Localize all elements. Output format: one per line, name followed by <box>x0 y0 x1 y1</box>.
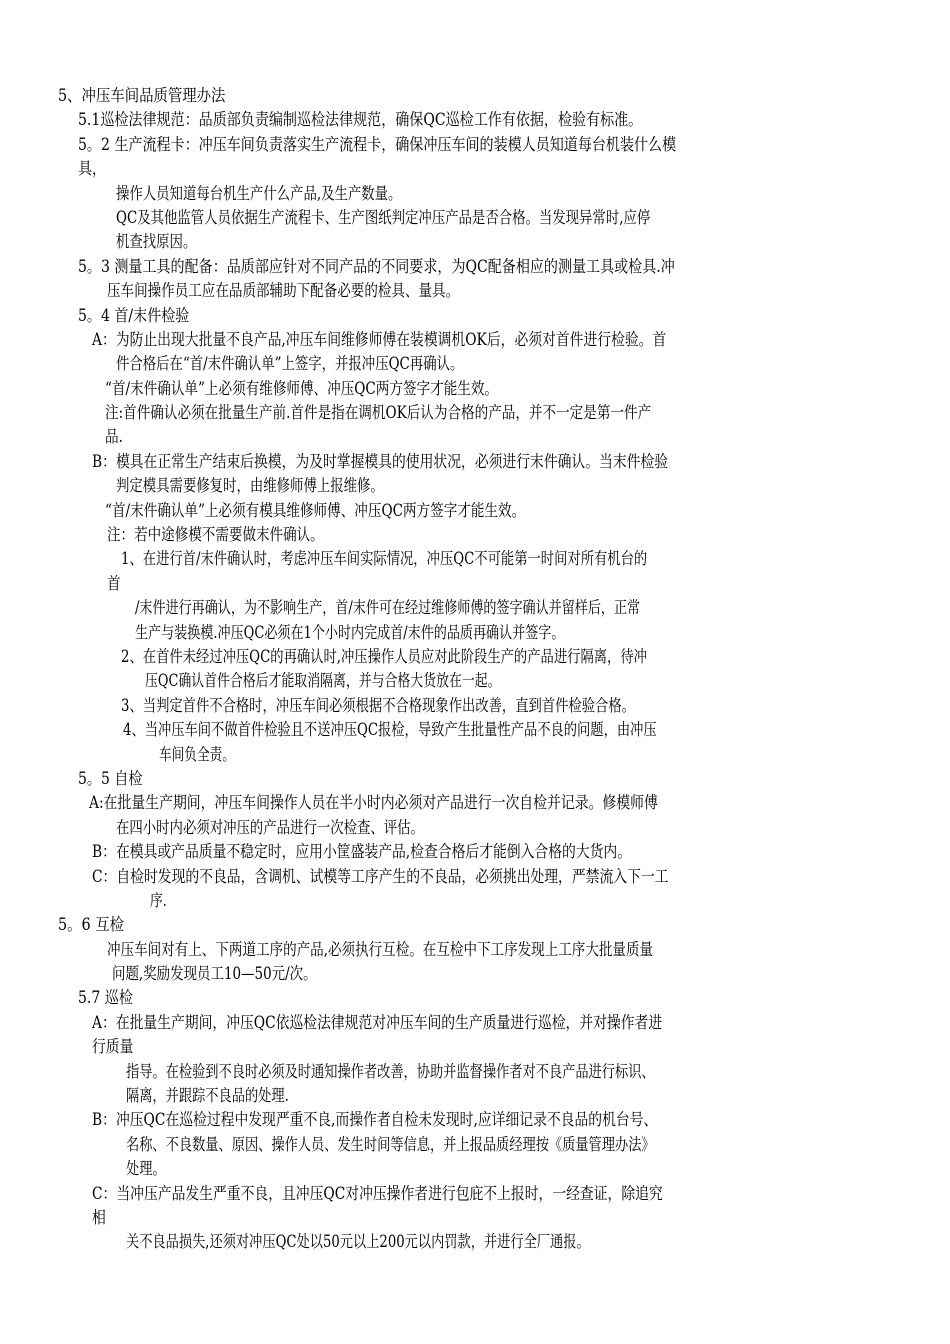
text-line: 在四小时内必须对冲压的产品进行一次检查、评估。 <box>116 817 424 837</box>
text-line: QC及其他监管人员依据生产流程卡、生产图纸判定冲压产品是否合格。当发现异常时,应停 <box>116 207 651 227</box>
text-line: 5。4 首/末件检验 <box>78 305 190 325</box>
text-line: C：自检时发现的不良品，含调机、试模等工序产生的不良品，必须挑出处理，严禁流入下一工 <box>92 866 669 886</box>
document-body <box>0 84 950 1255</box>
text-line: 5、冲压车间品质管理办法 <box>58 86 226 105</box>
text-line: 4、当冲压车间不做首件检验且不送冲压QC报检，导致产生批量性产品不良的问题，由冲压 <box>123 720 657 740</box>
text-line: 处理。 <box>126 1159 166 1179</box>
text-line: “首/末件确认单”上必须有维修师傅、冲压QC两方签字才能生效。 <box>105 378 499 398</box>
text-line: 1、在进行首/末件确认时，考虑冲压车间实际情况，冲压QC不可能第一时间对所有机台的 <box>121 549 648 569</box>
text-line: 2、在首件未经过冲压QC的再确认时,冲压操作人员应对此阶段生产的产品进行隔离，待冲 <box>121 646 647 666</box>
text-line: 生产与装换模.冲压QC必须在1个小时内完成首/末件的品质再确认并签字。 <box>135 622 565 642</box>
text-line: 注：若中途修模不需要做末件确认。 <box>107 525 324 545</box>
text-line: A:在批量生产期间，冲压车间操作人员在半小时内必须对产品进行一次自检并记录。修模师傅 <box>89 793 658 813</box>
text-line: 车间负全责。 <box>159 744 235 764</box>
text-line: 5。2 生产流程卡：冲压车间负责落实生产流程卡，确保冲压车间的装模人员知道每台机装什么模 <box>78 134 677 154</box>
text-line: A：为防止出现大批量不良产品,冲压车间维修师傅在装模调机OK后，必须对首件进行检验。首 <box>92 329 667 349</box>
text-line: 3、当判定首件不合格时，冲压车间必须根据不合格现象作出改善，直到首件检验合格。 <box>121 695 635 715</box>
text-line: 压QC确认首件合格后才能取消隔离，并与合格大货放在一起。 <box>145 671 501 691</box>
text-line: A：在批量生产期间，冲压QC依巡检法律规范对冲压车间的生产质量进行巡检，并对操作者进 <box>92 1012 663 1032</box>
text-line: /末件进行再确认，为不影响生产，首/末件可在经过维修师傅的签字确认并留样后，正常 <box>135 598 641 618</box>
text-line: 序. <box>150 890 167 910</box>
text-line: 行质量 <box>92 1037 134 1057</box>
text-line: 机查找原因。 <box>116 232 197 252</box>
text-line: 判定模具需要修复时，由维修师傅上报维修。 <box>116 476 384 496</box>
text-line: 具， <box>78 159 107 179</box>
text-line: 5。3 测量工具的配备：品质部应针对不同产品的不同要求，为QC配备相应的测量工具或检具.冲 <box>78 256 675 276</box>
text-line: B：冲压QC在巡检过程中发现严重不良,而操作者自检未发现时,应详细记录不良品的机台号、 <box>92 1110 658 1130</box>
text-line: 名称、不良数量、原因、操作人员、发生时间等信息，并上报品质经理按《质量管理办法》 <box>126 1134 655 1154</box>
text-line: C：当冲压产品发生严重不良，且冲压QC对冲压操作者进行包庇不上报时，一经查证，除追究 <box>92 1183 663 1203</box>
text-line: 件合格后在“首/末件确认单”上签字，并报冲压QC再确认。 <box>116 354 464 374</box>
text-line: 注:首件确认必须在批量生产前.首件是指在调机OK后认为合格的产品，并不一定是第一件产 <box>105 403 652 423</box>
text-line: 首 <box>107 573 121 593</box>
text-line: 5.1巡检法律规范：品质部负责编制巡检法律规范，确保QC巡检工作有依据，检验有标准。 <box>78 110 643 130</box>
text-line: 5。6 互检 <box>58 915 125 935</box>
text-line: B：在模具或产品质量不稳定时，应用小筐盛装产品,检查合格后才能倒入合格的大货内。 <box>92 842 632 862</box>
text-line: 指导。在检验到不良时必须及时通知操作者改善，协助并监督操作者对不良产品进行标识、 <box>126 1061 655 1081</box>
text-line: B：模具在正常生产结束后换模，为及时掌握模具的使用状况，必须进行末件确认。当末件检验 <box>92 451 669 471</box>
text-line: 5。5 自检 <box>78 768 143 788</box>
text-line: 压车间操作员工应在品质部辅助下配备必要的检具、量具。 <box>107 281 460 301</box>
text-line: 5.7 巡检 <box>78 988 133 1008</box>
text-line: 相 <box>92 1207 106 1227</box>
text-line: 关不良品损失,还须对冲压QC处以50元以上200元以内罚款，并进行全厂通报。 <box>126 1232 590 1252</box>
text-line: 冲压车间对有上、下两道工序的产品,必须执行互检。在互检中下工序发现上工序大批量质量 <box>107 939 654 959</box>
text-line: 问题,奖励发现员工10—50元/次。 <box>112 964 317 984</box>
text-line: 操作人员知道每台机生产什么产品,及生产数量。 <box>116 183 402 203</box>
text-line: “首/末件确认单”上必须有模具维修师傅、冲压QC两方签字才能生效。 <box>105 500 526 520</box>
text-line: 隔离，并跟踪不良品的处理. <box>126 1086 289 1106</box>
text-line: 品. <box>105 427 123 447</box>
